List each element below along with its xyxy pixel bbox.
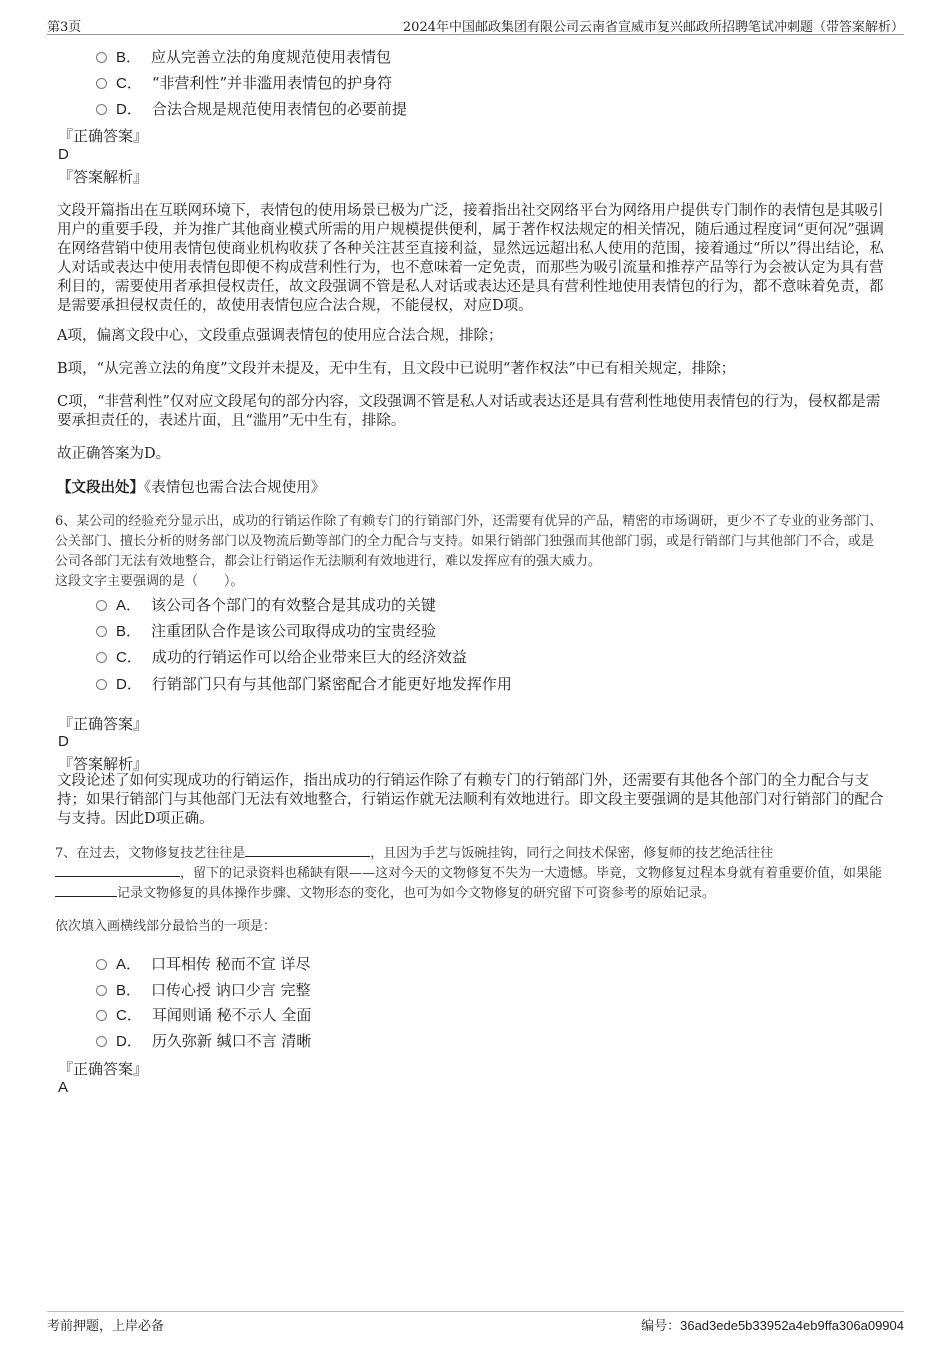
q5-option-d[interactable]: D． 合法合规是规范使用表情包的必要前提 [96,99,407,120]
q5-analysis-label: 『答案解析』 [58,168,149,186]
q7-stem: 7、在过去，文物修复技艺往往是 ，且因为手艺与饭碗挂钩，同行之间技术保密，修复师的技艺绝活往往，留下的记录资料也稀缺有限——这对今天的文物修复不失为一大遗憾。毕竟，文物修复过程本身就有着重要价值，如果能记录文物修复的具体操作步骤、文物形态的变化，也可为如今文物修复的研究留下可资参考的原始记录。 [55,846,883,901]
q5-analysis-c: C项，“非营利性”仅对应文段尾句的部分内容，文段强调不管是私人对话或表达还是具有营利性地使用表情包的行为，侵权都是需要承担责任的，表述片面，且“滥用”无中生有，排除。 [57,394,881,429]
q7-question: 依次填入画横线部分最恰当的一项是： [55,919,277,934]
q6-option-d[interactable]: D． 行销部门只有与其他部门紧密配合才能更好地发挥作用 [96,674,512,695]
q5-analysis-a: A项，偏离文段中心，文段重点强调表情包的使用应合法合规，排除； [57,328,503,344]
q6-answer-label: 『正确答案』 [58,715,149,733]
q7-option-a[interactable]: A． 口耳相传 秘而不宣 详尽 [96,954,311,975]
source-title: 《表情包也需合法合规使用》 [144,480,326,496]
q5-analysis-conclusion: 故正确答案为D。 [57,446,171,462]
page-header [47,14,904,35]
q6-option-a[interactable]: A． 该公司各个部门的有效整合是其成功的关键 [96,595,436,616]
q6-stem: 6、某公司的经验充分显示出，成功的行销运作除了有赖专门的行销部门外，还需要有优异的产品，精密的市场调研，更少不了专业的业务部门、公关部门、擅长分析的财务部门以及物流后勤等部门的全力配合与支持。如果行销部门独强而其他部门弱，或是行销部门与其他部门不合，或是公司各部门无法有效地整合，都会让行销运作无法顺利有效地进行，难以发挥应有的强大威力。 [55,514,883,569]
page-number: 第3页 [47,20,82,35]
document-title: 2024年中国邮政集团有限公司云南省宣威市复兴邮政所招聘笔试冲刺题（带答案解析） [402,20,904,35]
radio-icon[interactable] [96,652,107,663]
blank-3 [55,884,117,897]
q6-analysis: 文段论述了如何实现成功的行销运作，指出成功的行销运作除了有赖专门的行销部门外，还需要有其他各个部门的全力配合与支持；如果行销部门与其他部门无法有效地整合，行销运作就无法顺利有效地进行。即文段主要强调的是其他部门对行销部门的配合与支持。因此D项正确。 [57,773,884,827]
q5-option-b[interactable]: B． 应从完善立法的角度规范使用表情包 [96,47,391,68]
q7-option-d[interactable]: D． 历久弥新 缄口不言 清晰 [96,1031,311,1052]
page-footer [47,1311,904,1334]
radio-icon[interactable] [96,959,107,970]
q5-source [57,478,888,498]
q5-answer-label: 『正确答案』 [58,127,149,145]
radio-icon[interactable] [96,985,107,996]
q7-option-c[interactable]: C． 耳闻则诵 秘不示人 全面 [96,1005,311,1026]
radio-icon[interactable] [96,679,107,690]
q5-option-c[interactable]: C． “非营利性”并非滥用表情包的护身符 [96,73,392,94]
radio-icon[interactable] [96,600,107,611]
q6-option-b[interactable]: B． 注重团队合作是该公司取得成功的宝贵经验 [96,621,436,642]
q7-answer-label: 『正确答案』 [58,1060,149,1078]
q5-analysis-main: 文段开篇指出在互联网环境下，表情包的使用场景已极为广泛，接着指出社交网络平台为网络用户提供专门制作的表情包是其吸引用户的重要手段，并为推广其他商业模式所需的用户规模提供便利，属于著作权法规定的相关情况，随后通过程度词“更何况”强调在网络营销中使用表情包使商业机构收获了各种关注甚至直接利益，显然远远超出私人使用的范围，接着通过“所以”得出结论，私人对话或表达中使用表情包即便不构成营利性行为，也不意味着一定免责，而那些为吸引流量和推荐产品等行为会被认定为具有营利目的，需要使用者承担侵权责任，故文段强调不管是私人对话或表达还是具有营利性地使用表情包的行为，都不意味着免责，都是需要承担侵权责任的，故使用表情包应合法合规，不能侵权，对应D项。 [57,203,884,314]
footer-slogan: 考前押题，上岸必备 [47,1319,165,1334]
document-code: 编号：36ad3ede5b33952a4eb9ffa306a09904 [641,1318,904,1334]
source-label: 【文段出处】 [57,479,144,496]
q6-option-c[interactable]: C． 成功的行销运作可以给企业带来巨大的经济效益 [96,647,467,668]
blank-1 [245,844,370,857]
q5-answer: D [58,146,69,163]
radio-icon[interactable] [96,626,107,637]
radio-icon[interactable] [96,104,107,115]
radio-icon[interactable] [96,52,107,63]
blank-2 [55,864,180,877]
q6-question: 这段文字主要强调的是（ ）。 [55,574,244,589]
q6-answer: D [58,733,69,750]
radio-icon[interactable] [96,1010,107,1021]
radio-icon[interactable] [96,78,107,89]
q6-analysis-label: 『答案解析』 [58,755,149,773]
q7-answer: A [58,1079,69,1096]
q5-analysis-b: B项，“从完善立法的角度”文段并未提及，无中生有，且文段中已说明“著作权法”中已有相关规定，排除； [57,361,736,377]
radio-icon[interactable] [96,1036,107,1047]
q7-option-b[interactable]: B． 口传心授 讷口少言 完整 [96,980,311,1001]
